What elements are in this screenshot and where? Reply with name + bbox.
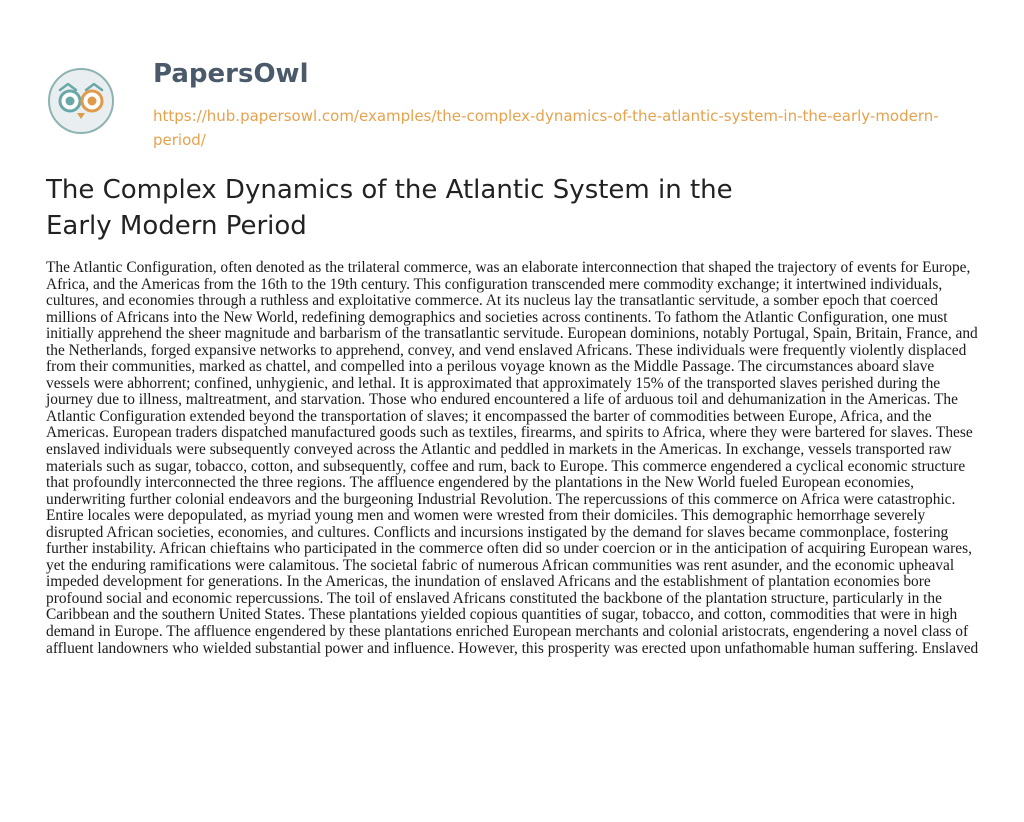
article-title: The Complex Dynamics of the Atlantic System in the Early Modern Period [46,175,733,241]
source-url-link[interactable]: https://hub.papersowl.com/examples/the-complex-dynamics-of-the-atlantic-system-in-the-early-modern-period/ [153,107,939,149]
site-header [0,0,1024,160]
article-body: The Atlantic Configuration, often denoted as the trilateral commerce, was an elaborate interconnection that shaped the trajectory of events for Europe, Africa, and the Americas from the 16th to the 19th century. This configuration transcended mere commodity exchange; it intertwined individuals, cultures, and economies through a ruthless and exploitative commerce. At its nucleus lay the transatlantic servitude, a somber epoch that coerced millions of Africans into the New World, redefining demographics and societies across continents. To fathom the Atlantic Configuration, one must initially apprehend the sheer magnitude and barbarism of the transatlantic servitude. European dominions, notably Portugal, Spain, Britain, France, and the Netherlands, forged expansive networks to apprehend, convey, and vend enslaved Africans. These individuals were frequently violently displaced from their communities, marked as chattel, and compelled into a perilous voyage known as the Middle Passage. The circumstances aboard slave vessels were abhorrent; confined, unhygienic, and lethal. It is approximated that approximately 15% of the transported slaves perished during the journey due to illness, maltreatment, and starvation. Those who endured encountered a life of arduous toil and dehumanization in the Americas. The Atlantic Configuration extended beyond the transportation of slaves; it encompassed the barter of commodities between Europe, Africa, and the Americas. European traders dispatched manufactured goods such as textiles, firearms, and spirits to Africa, where they were bartered for slaves. These enslaved individuals were subsequently conveyed across the Atlantic and peddled in markets in the Americas. In exchange, vessels transported raw materials such as sugar, tobacco, cotton, and subsequently, coffee and rum, back to Europe. This commerce engendered a cyclical economic structure that profoundly interconnected the three regions. The affluence engendered by the plantations in the New World fueled European economies, underwriting further colonial endeavors and the burgeoning Industrial Revolution. The repercussions of this commerce on Africa were catastrophic. Entire locales were depopulated, as myriad young men and women were wrested from their domiciles. This demographic hemorrhage severely disrupted African societies, economies, and cultures. Conflicts and incursions instigated by the demand for slaves became commonplace, fostering further instability. African chieftains who participated in the commerce often did so under coercion or in the anticipation of acquiring European wares, yet the enduring ramifications were calamitous. The societal fabric of numerous African communities was rent asunder, and the economic upheaval impeded development for generations. In the Americas, the inundation of enslaved Africans and the establishment of plantation economies bore profound social and economic repercussions. The toil of enslaved Africans constituted the backbone of the plantation structure, particularly in the Caribbean and the southern United States. These plantations yielded copious quantities of sugar, tobacco, and cotton, commodities that were in high demand in Europe. The affluence engendered by these plantations enriched European merchants and colonial aristocrats, engendering a novel class of affluent landowners who wielded substantial power and influence. However, this prosperity was erected upon unfathomable human suffering. Enslaved [46,259,979,657]
brand-name[interactable]: PapersOwl [153,59,309,89]
owl-icon[interactable] [46,66,116,136]
